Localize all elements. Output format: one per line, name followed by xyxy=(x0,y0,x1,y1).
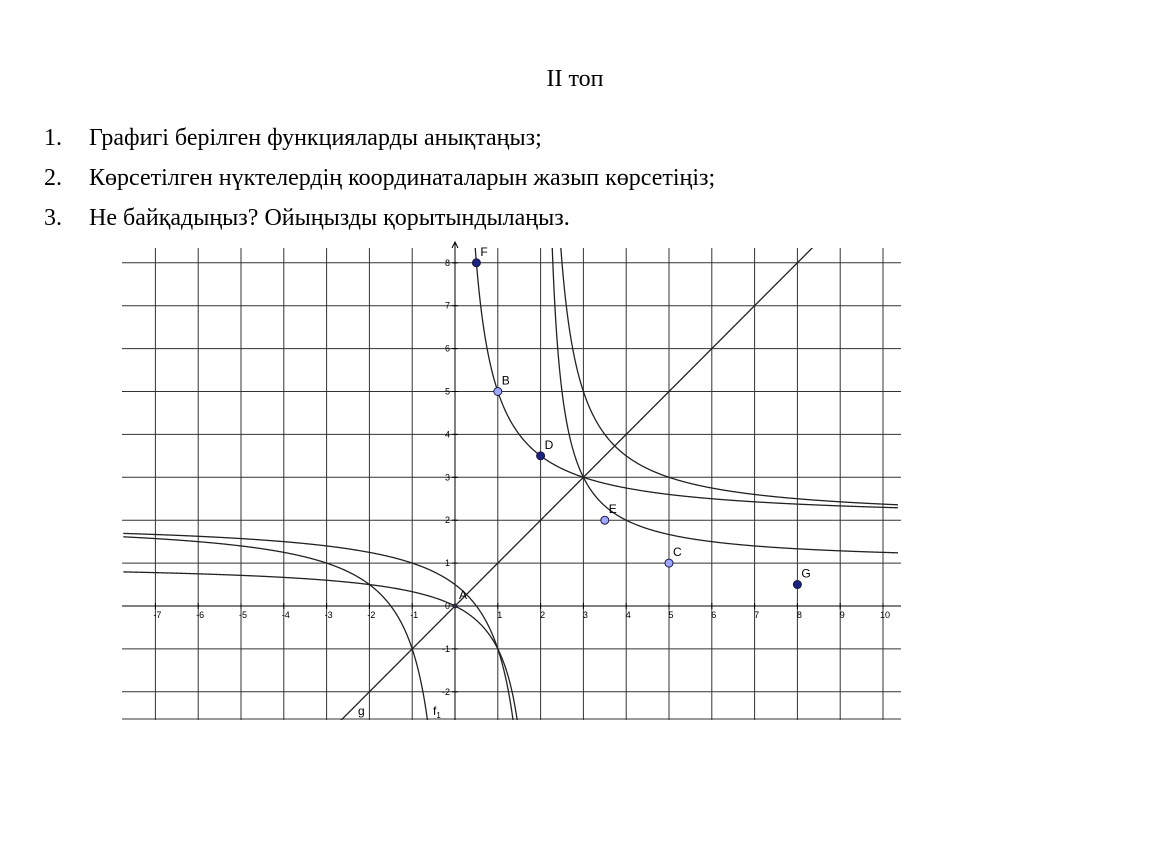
y-tick-label: 4 xyxy=(444,429,450,440)
x-tick-label: 3 xyxy=(582,610,588,620)
x-tick-label: -1 xyxy=(410,610,419,620)
x-tick-label: 7 xyxy=(754,610,760,620)
x-tick-label: -7 xyxy=(153,610,162,620)
point-c xyxy=(665,559,673,567)
task-number: 2. xyxy=(44,165,62,191)
y-tick-label: 0 xyxy=(444,601,450,611)
point-b xyxy=(494,388,502,396)
curves xyxy=(123,0,898,864)
x-tick-label: 10 xyxy=(879,610,891,620)
x-tick-label: -2 xyxy=(367,610,376,620)
grid xyxy=(122,248,901,720)
x-tick-label: 8 xyxy=(796,610,802,620)
y-tick-label: 8 xyxy=(444,257,450,268)
y-tick-label: 5 xyxy=(444,386,450,397)
x-tick-label: 6 xyxy=(711,610,717,620)
curve-label-g: g xyxy=(358,704,365,718)
x-tick-label: -4 xyxy=(281,610,290,620)
point-f xyxy=(472,259,480,267)
y-tick-label: 6 xyxy=(444,343,450,354)
line-y-equals-x xyxy=(123,162,898,864)
point-label-d: D xyxy=(544,437,554,452)
y-tick-label: 7 xyxy=(444,300,450,311)
x-tick-label: -5 xyxy=(238,610,248,620)
task-text: Графигі берілген функцияларды анықтаңыз; xyxy=(89,125,542,151)
y-tick-label: 2 xyxy=(444,515,450,526)
task-number: 1. xyxy=(44,125,62,151)
x-tick-label: -6 xyxy=(196,610,205,620)
hyperbola-curve-1 xyxy=(541,0,898,505)
point-label-a: A xyxy=(459,588,468,602)
x-tick-label: 5 xyxy=(668,610,674,620)
task-number: 3. xyxy=(44,205,62,231)
curve-label-f1: $f_1$ xyxy=(433,704,441,720)
y-tick-label: -1 xyxy=(441,643,450,654)
x-tick-label: 1 xyxy=(497,610,503,620)
point-d xyxy=(537,452,545,460)
x-tick-label: 2 xyxy=(540,610,546,620)
hyperbola-curve-3 xyxy=(541,0,898,553)
point-label-c: C xyxy=(673,545,682,560)
curve-label-subscript: 1 xyxy=(436,711,441,720)
y-tick-label: 3 xyxy=(444,472,450,483)
hyperbola-curve-2 xyxy=(455,0,898,508)
task-text: Көрсетілген нүктелердің координаталарын жазып көрсетіңіз; xyxy=(89,165,716,191)
x-tick-label: 4 xyxy=(625,610,631,620)
point-e xyxy=(601,516,609,524)
y-tick-label: -2 xyxy=(441,686,450,697)
y-tick-label: 1 xyxy=(444,558,450,569)
point-label-b: B xyxy=(501,373,510,388)
task-text: Не байқадыңыз? Ойыңызды қорытындылаңыз. xyxy=(89,205,570,231)
x-tick-label: 9 xyxy=(839,610,845,620)
point-label-g: G xyxy=(801,566,811,581)
point-label-e: E xyxy=(608,502,617,517)
page-heading: II топ xyxy=(546,66,604,92)
hyperbola-curve-2 xyxy=(123,537,454,864)
point-label-f: F xyxy=(480,244,488,259)
point-g xyxy=(793,581,801,589)
point-a xyxy=(453,604,457,608)
x-tick-label: -3 xyxy=(324,610,333,620)
